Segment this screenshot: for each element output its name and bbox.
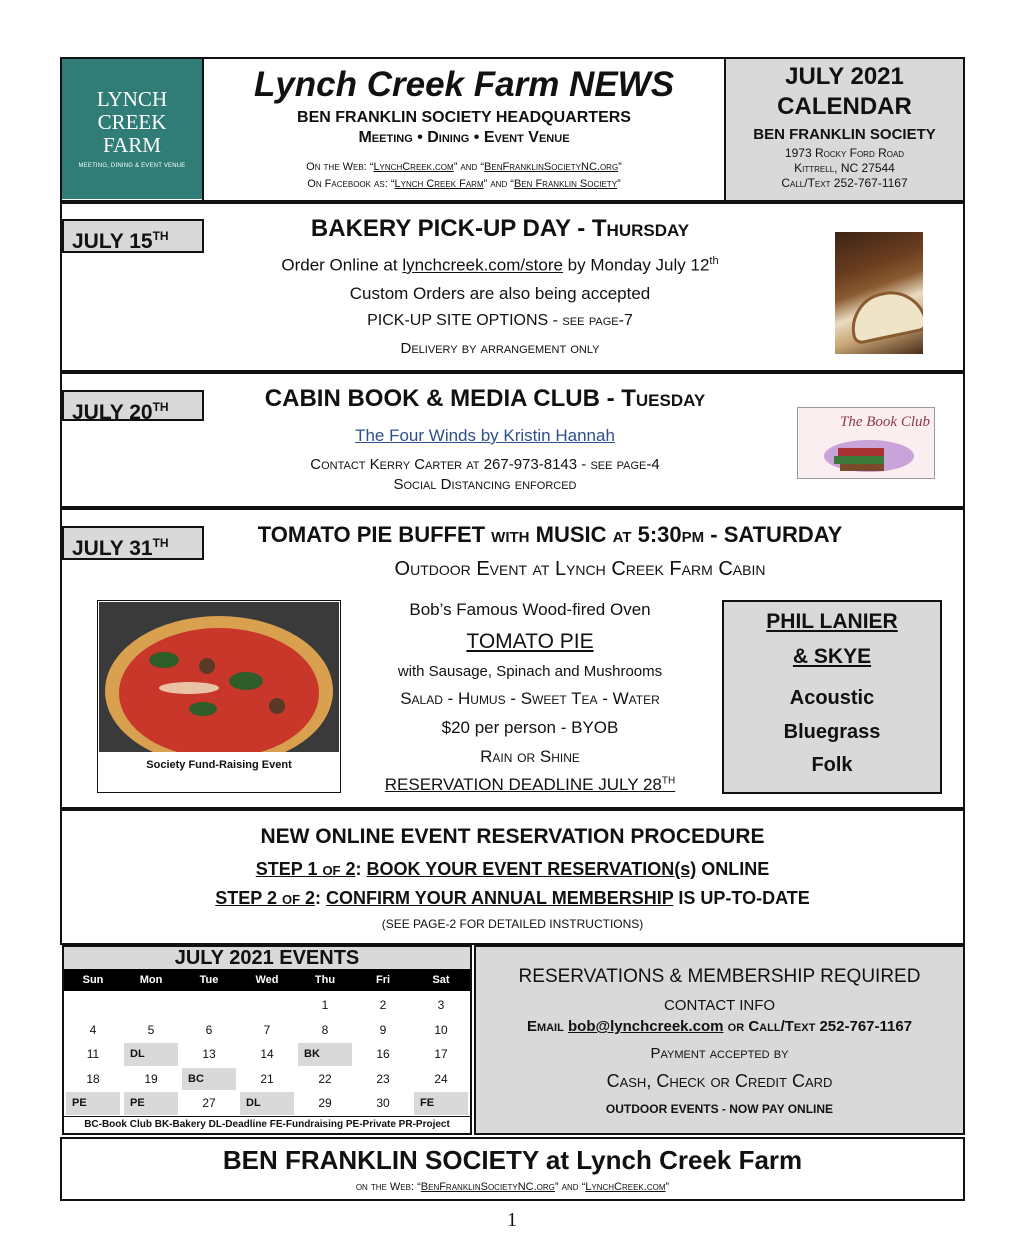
facebook-prefix: On Facebook as: “ <box>307 178 395 190</box>
calendar-day-cell: 18 <box>86 1071 100 1086</box>
book-red-icon <box>838 448 884 456</box>
footer-title <box>62 1145 963 1176</box>
footer-web-prefix: on the Web: “ <box>355 1181 421 1193</box>
contact-info-label: CONTACT INFO <box>663 997 776 1014</box>
logo-text-2: CREEK <box>97 110 167 134</box>
calendar-day-cell <box>64 993 122 1018</box>
calendar-event-cell: DL <box>124 1043 178 1066</box>
footer-web-mid: ” and “ <box>554 1181 586 1193</box>
menu-rain-or-shine: Rain or Shine <box>480 747 580 766</box>
tomato-pie-date-tag <box>62 526 204 560</box>
society-name: BEN FRANKLIN SOCIETY <box>753 126 936 143</box>
book-brown-icon <box>840 464 884 471</box>
phone-line: Call/Text 252-767-1167 <box>781 176 908 190</box>
email-prefix: Email <box>526 1018 568 1035</box>
sausage-1-shape <box>199 658 215 674</box>
calendar-weekday-header <box>64 969 470 991</box>
calendar-title: JULY 2021 EVENTS <box>64 947 470 969</box>
book-club-title <box>200 385 770 413</box>
calendar-day-cell: 23 <box>376 1071 390 1086</box>
delivery-line: Delivery by arrangement only <box>400 340 600 357</box>
pickup-options-main: PICK-UP SITE OPTIONS - <box>367 312 563 329</box>
menu-oven-line: Bob’s Famous Wood-fired Oven <box>409 600 651 619</box>
bakery-title-day: Thursday <box>591 215 690 242</box>
weekday-thu: Thu <box>314 974 336 986</box>
tomato-pie-date: JULY 31 <box>72 537 153 560</box>
reservations-title: RESERVATIONS & MEMBERSHIP REQUIRED <box>518 966 921 987</box>
bread-slice-shape <box>845 285 923 346</box>
tomato-pie-menu <box>350 595 710 805</box>
step-1-text: BOOK YOUR EVENT RESERVATION(s) <box>366 859 697 879</box>
footer-web-suffix: ” <box>665 1181 670 1193</box>
logo-text-3: FARM <box>103 133 161 157</box>
calendar-day-cell: 16 <box>376 1047 390 1062</box>
facebook-mid: ” and “ <box>483 178 514 190</box>
calendar-day-cell: 2 <box>379 998 387 1013</box>
menu-price: $20 per person - BYOB <box>441 718 619 737</box>
menu-sides: Salad - Humus - Sweet Tea - Water <box>400 689 660 708</box>
bakery-order-line <box>210 255 790 276</box>
bakery-title <box>210 215 790 243</box>
page-number: 1 <box>507 1209 517 1231</box>
step-2-text: CONFIRM YOUR ANNUAL MEMBERSHIP <box>326 888 674 908</box>
book-club-image <box>797 407 935 479</box>
bakery-text <box>210 205 790 365</box>
calendar-day-cell <box>238 993 296 1018</box>
footer-box <box>60 1137 965 1201</box>
spinach-2-shape <box>229 672 263 690</box>
benfranklin-link[interactable]: BenFranklinSocietyNC.org <box>484 161 619 173</box>
weekday-mon: Mon <box>139 974 163 986</box>
book-club-text <box>200 375 770 500</box>
contact-email-line <box>476 1018 963 1035</box>
reservations-panel <box>474 945 965 1135</box>
address-line-1: 1973 Rocky Ford Road <box>784 146 905 160</box>
july-calendar <box>62 945 472 1135</box>
calendar-day-cell: 1 <box>321 998 329 1013</box>
calendar-day-cell: 5 <box>147 1022 155 1037</box>
calendar-day-cell: 21 <box>260 1071 274 1086</box>
spinach-3-shape <box>189 702 217 716</box>
calendar-day-cell: 7 <box>263 1022 271 1037</box>
web-mid: ” and “ <box>453 161 485 173</box>
band-name-1: PHIL LANIER <box>766 610 898 633</box>
tomato-pie-title-text: TOMATO PIE BUFFET with MUSIC at 5:30pm - SATURDAY <box>257 522 843 547</box>
footer-lynchcreek-link[interactable]: LynchCreek.com <box>585 1181 666 1193</box>
book-club-date: JULY 20 <box>72 401 153 424</box>
book-club-date-sup: TH <box>152 400 169 414</box>
menu-deadline-sup: TH <box>661 775 676 787</box>
store-link[interactable]: lynchcreek.com/store <box>402 255 563 275</box>
step-1-colon: : <box>355 859 367 879</box>
calendar-day-cell: 22 <box>318 1071 332 1086</box>
calendar-day-cell: 29 <box>318 1096 332 1111</box>
custom-orders-line: Custom Orders are also being accepted <box>349 284 651 303</box>
farm-logo <box>62 59 202 199</box>
band-box <box>722 600 942 794</box>
book-club-contact <box>200 456 770 473</box>
calendar-event-cell: BC <box>182 1068 236 1091</box>
book-club-image-text: The Book Club <box>840 414 930 430</box>
weekday-tue: Tue <box>199 974 219 986</box>
distancing-line: Social Distancing enforced <box>393 476 577 493</box>
calendar-event-cell: BK <box>298 1043 352 1066</box>
web-suffix: ” <box>618 161 622 173</box>
calendar-event-cell: FE <box>414 1092 468 1115</box>
sausage-2-shape <box>269 698 285 714</box>
menu-deadline-text: RESERVATION DEADLINE JULY 28 <box>384 775 662 794</box>
calendar-label: CALENDAR <box>777 93 912 120</box>
calendar-day-cell <box>122 993 180 1018</box>
web-line <box>204 161 724 173</box>
payment-methods: Cash, Check or Credit Card <box>606 1071 833 1091</box>
lynchcreek-link[interactable]: LynchCreek.com <box>373 161 454 173</box>
calendar-day-cell: 11 <box>86 1047 100 1062</box>
genre-acoustic: Acoustic <box>789 687 875 709</box>
pizza-photo <box>99 602 339 752</box>
book-green-icon <box>834 456 884 464</box>
email-mid: or Call/Text <box>723 1018 820 1035</box>
menu-deadline <box>350 775 710 795</box>
pizza-photo-frame <box>97 600 341 793</box>
venue-tagline: Meeting • Dining • Event Venue <box>358 129 570 146</box>
newsletter-subtitle: BEN FRANKLIN SOCIETY HEADQUARTERS <box>297 109 631 126</box>
footer-title-bold: BEN FRANKLIN SOCIETY <box>222 1145 539 1175</box>
book-club-date-tag <box>62 390 204 424</box>
bakery-date: JULY 15 <box>72 230 153 253</box>
genre-folk: Folk <box>811 754 853 776</box>
book-title-link[interactable]: The Four Winds by Kristin Hannah <box>355 426 615 445</box>
bread-photo <box>835 232 923 354</box>
calendar-event-cell: PE <box>124 1092 178 1115</box>
calendar-month: JULY 2021 <box>785 63 904 90</box>
pizza-sauce-shape <box>119 628 319 752</box>
calendar-day-cell: 24 <box>434 1071 448 1086</box>
weekday-sat: Sat <box>432 974 450 986</box>
step-2-suffix: IS UP-TO-DATE <box>673 888 810 908</box>
calendar-day-cell: 8 <box>321 1022 329 1037</box>
outdoor-pay-note: OUTDOOR EVENTS - NOW PAY ONLINE <box>605 1102 834 1116</box>
genre-bluegrass: Bluegrass <box>783 721 881 743</box>
weekday-wed: Wed <box>255 974 279 986</box>
calendar-day-cell: 13 <box>202 1047 216 1062</box>
calendar-day-cell: 3 <box>437 998 445 1013</box>
spinach-1-shape <box>149 652 179 668</box>
order-prefix: Order Online at <box>281 255 403 275</box>
tomato-pie-date-sup: TH <box>152 536 169 550</box>
calendar-day-cell: 4 <box>89 1022 97 1037</box>
calendar-day-cell <box>180 993 238 1018</box>
footer-benfranklin-link[interactable]: BenFranklinSocietyNC.org <box>420 1181 555 1193</box>
calendar-info-block <box>724 59 963 200</box>
address-line-2: Kittrell, NC 27544 <box>794 161 895 175</box>
calendar-day-cell: 9 <box>379 1022 387 1037</box>
book-club-contact-ref: see page-4 <box>590 456 660 473</box>
facebook-society-link[interactable]: Ben Franklin Society <box>513 178 618 190</box>
procedure-note: (SEE PAGE-2 FOR DETAILED INSTRUCTIONS) <box>381 917 644 931</box>
newsletter-title: Lynch Creek Farm NEWS <box>253 65 675 104</box>
book-club-contact-main: Contact Kerry Carter at 267-973-8143 - <box>310 456 591 473</box>
tomato-pie-title <box>210 522 890 548</box>
payment-label: Payment accepted by <box>650 1045 789 1062</box>
step-2-label: STEP 2 of 2 <box>215 888 316 908</box>
bakery-title-main: BAKERY PICK-UP DAY - <box>310 215 592 242</box>
calendar-day-cell: 10 <box>434 1022 448 1037</box>
calendar-event-cell: DL <box>240 1092 294 1115</box>
book-club-title-main: CABIN BOOK & MEDIA CLUB - <box>264 385 622 412</box>
order-sup: th <box>709 255 719 267</box>
email-link[interactable]: bob@lynchcreek.com <box>568 1018 724 1035</box>
calendar-event-cell: PE <box>66 1092 120 1115</box>
photo-caption: Society Fund-Raising Event <box>146 759 292 771</box>
menu-toppings: with Sausage, Spinach and Mushrooms <box>397 663 663 680</box>
facebook-line <box>204 178 724 190</box>
facebook-suffix: ” <box>617 178 621 190</box>
pickup-options-ref: see page-7 <box>562 312 633 329</box>
weekday-sun: Sun <box>82 974 104 986</box>
calendar-day-cell: 27 <box>202 1096 216 1111</box>
calendar-day-cell: 19 <box>144 1071 158 1086</box>
menu-tomato-pie: TOMATO PIE <box>466 630 594 653</box>
outdoor-event-line: Outdoor Event at Lynch Creek Farm Cabin <box>394 558 766 580</box>
procedure-step-2 <box>62 888 963 909</box>
bakery-date-sup: TH <box>152 229 169 243</box>
bakery-date-tag <box>62 219 204 253</box>
band-name-2: & SKYE <box>792 645 872 668</box>
step-1-suffix: ONLINE <box>696 859 770 879</box>
calendar-legend: BC-Book Club BK-Bakery DL-Deadline FE-Fundraising PE-Private PR-Project <box>64 1116 470 1133</box>
procedure-title: NEW ONLINE EVENT RESERVATION PROCEDURE <box>260 825 765 848</box>
logo-tagline: MEETING, DINING & EVENT VENUE <box>78 163 186 169</box>
book-club-title-day: Tuesday <box>621 385 706 412</box>
order-suffix: by Monday July 12 <box>562 255 710 275</box>
calendar-day-cell: 6 <box>205 1022 213 1037</box>
calendar-grid <box>64 993 470 1116</box>
footer-web-line <box>62 1181 963 1193</box>
contact-phone: 252-767-1167 <box>819 1018 913 1035</box>
step-1-label: STEP 1 of 2 <box>255 859 356 879</box>
pickup-options-line <box>210 312 790 330</box>
calendar-day-cell: 30 <box>376 1096 390 1111</box>
calendar-day-cell: 17 <box>434 1047 448 1062</box>
procedure-step-1 <box>62 859 963 880</box>
facebook-farm-link[interactable]: Lynch Creek Farm <box>394 178 484 190</box>
title-block <box>204 59 724 200</box>
web-prefix: On the Web: “ <box>306 161 374 173</box>
logo-text-1: LYNCH <box>96 87 168 111</box>
cheese-shape <box>159 682 219 694</box>
footer-title-rest: at Lynch Creek Farm <box>538 1145 803 1175</box>
step-2-colon: : <box>315 888 327 908</box>
calendar-day-cell: 14 <box>260 1047 274 1062</box>
weekday-fri: Fri <box>375 974 391 986</box>
procedure-text <box>62 812 963 942</box>
